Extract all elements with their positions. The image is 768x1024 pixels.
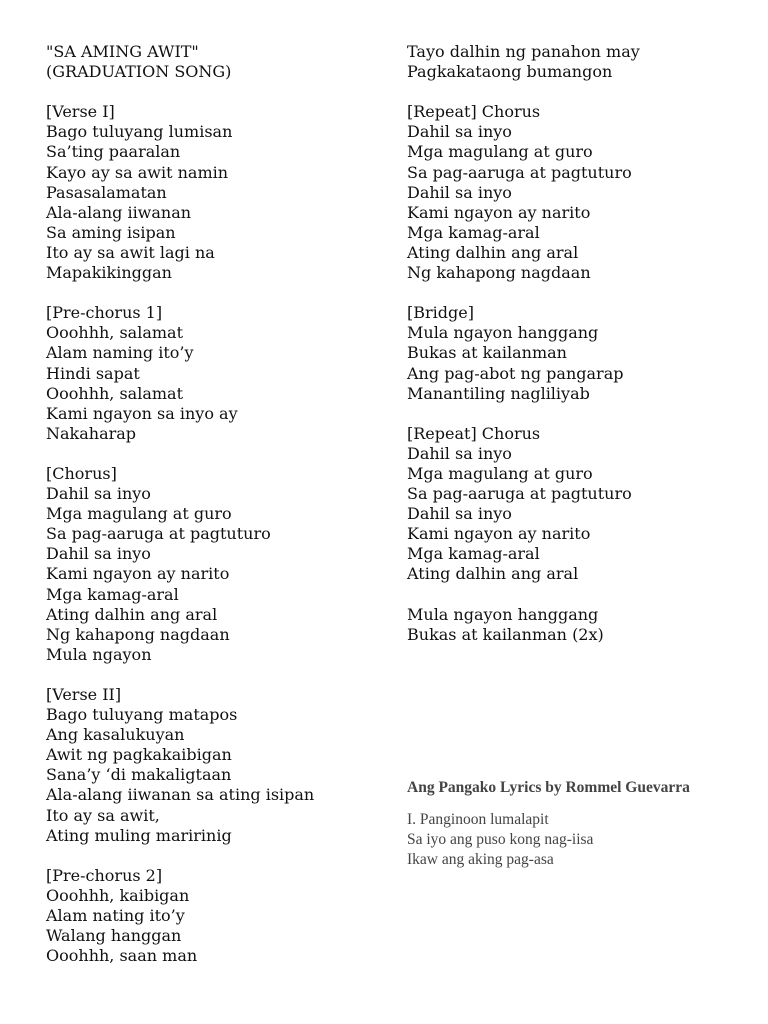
stanza-gap	[46, 665, 366, 685]
lyric-line: Hindi sapat	[46, 363, 140, 383]
stanza	[46, 102, 366, 283]
lyric-line: [Repeat] Chorus	[407, 102, 541, 122]
stanza-gap	[407, 404, 747, 424]
lyric-line: Sa iyo ang puso kong nag-iisa	[407, 831, 594, 848]
lyric-line: (GRADUATION SONG)	[46, 62, 232, 82]
stanza	[407, 424, 747, 585]
lyric-line: [Pre-chorus 2]	[46, 865, 163, 885]
lyrics-right-column	[407, 42, 747, 645]
stanza-gap	[407, 283, 747, 303]
lyric-line: Mula ngayon	[46, 644, 152, 664]
lyric-line: Mga kamag-aral	[407, 544, 540, 564]
lyric-line: Bago tuluyang matapos	[46, 705, 238, 725]
lyric-line: Sa pag-aaruga at pagtuturo	[407, 484, 632, 504]
stanza	[407, 102, 747, 283]
lyric-line: Alam naming ito’y	[46, 343, 194, 363]
lyric-line: Ala-alang iiwanan sa ating isipan	[46, 785, 315, 805]
lyric-line: Manantiling nagliliyab	[407, 383, 590, 403]
lyric-line: Sa aming isipan	[46, 222, 176, 242]
lyric-line: Mga kamag-aral	[407, 222, 540, 242]
lyric-line: Mga magulang at guro	[407, 142, 593, 162]
lyric-line: [Chorus]	[46, 463, 117, 483]
lyric-line: Tayo dalhin ng panahon may	[407, 42, 640, 61]
lyrics-left-column	[46, 42, 366, 966]
lyric-line: Alam nating ito’y	[46, 906, 185, 926]
lyric-line: Mapakikinggan	[46, 263, 172, 283]
second-song-lyrics	[407, 810, 707, 870]
lyric-line: Pasasalamatan	[46, 182, 167, 202]
lyric-line: Kami ngayon ay narito	[46, 564, 230, 584]
lyric-line: Dahil sa inyo	[407, 504, 512, 524]
second-song-section	[407, 778, 707, 870]
lyric-line: Dahil sa inyo	[46, 484, 151, 504]
stanza	[46, 464, 366, 665]
lyric-line: Kami ngayon ay narito	[407, 524, 591, 544]
stanza	[46, 42, 366, 82]
lyric-line: Ang pag-abot ng pangarap	[407, 363, 624, 383]
lyric-line: Mula ngayon hanggang	[407, 323, 599, 343]
lyric-line: Walang hanggan	[46, 926, 182, 946]
lyric-line: Ito ay sa awit lagi na	[46, 242, 215, 262]
stanza-gap	[46, 444, 366, 464]
lyric-line: Sa pag-aaruga at pagtuturo	[407, 162, 632, 182]
lyric-line: "SA AMING AWIT"	[46, 42, 199, 61]
lyric-line: Bago tuluyang lumisan	[46, 122, 233, 142]
lyric-line: Ating dalhin ang aral	[407, 242, 579, 262]
stanza	[46, 866, 366, 966]
lyric-line: Ooohhh, salamat	[46, 383, 184, 403]
lyric-line: Bukas at kailanman	[407, 343, 567, 363]
lyric-line: Mula ngayon hanggang	[407, 604, 599, 624]
stanza	[407, 605, 747, 645]
lyric-line: Ng kahapong nagdaan	[46, 624, 230, 644]
lyric-line: Kami ngayon sa inyo ay	[46, 403, 238, 423]
lyric-line: Ala-alang iiwanan	[46, 202, 192, 222]
stanza	[46, 685, 366, 846]
lyric-line: Mga magulang at guro	[46, 504, 232, 524]
stanza	[407, 303, 747, 403]
lyric-line: Kayo ay sa awit namin	[46, 162, 229, 182]
lyric-line: [Bridge]	[407, 303, 474, 323]
lyric-line: Mga magulang at guro	[407, 463, 593, 483]
lyric-line: Sana’y ‘di makaligtaan	[46, 765, 232, 785]
lyric-line: Pagkakataong bumangon	[407, 62, 613, 82]
lyric-line: Ooohhh, saan man	[46, 946, 198, 966]
lyric-line: Ikaw ang aking pag-asa	[407, 851, 554, 868]
lyric-line: Awit ng pagkakaibigan	[46, 745, 232, 765]
lyric-line: I. Panginoon lumalapit	[407, 811, 549, 828]
lyric-line: [Verse II]	[46, 685, 122, 704]
lyric-line: Sa’ting paaralan	[46, 142, 181, 162]
lyric-line: Ooohhh, kaibigan	[46, 885, 190, 905]
stanza-gap	[46, 82, 366, 102]
lyric-line: Ang kasalukuyan	[46, 725, 185, 745]
lyric-line: Ating dalhin ang aral	[407, 564, 579, 584]
lyric-line: Dahil sa inyo	[46, 544, 151, 564]
stanza-gap	[46, 283, 366, 303]
lyric-line: Ating dalhin ang aral	[46, 604, 218, 624]
stanza-gap	[46, 846, 366, 866]
lyric-line: [Repeat] Chorus	[407, 423, 541, 443]
lyric-line: Kami ngayon ay narito	[407, 202, 591, 222]
lyric-line: Bukas at kailanman (2x)	[407, 624, 604, 644]
stanza	[407, 42, 747, 82]
stanza-gap	[407, 585, 747, 605]
stanza	[46, 303, 366, 444]
lyric-line: Dahil sa inyo	[407, 122, 512, 142]
lyric-line: Ng kahapong nagdaan	[407, 263, 591, 283]
lyric-line: Nakaharap	[46, 423, 137, 443]
lyric-line: Mga kamag-aral	[46, 584, 179, 604]
lyric-line: [Pre-chorus 1]	[46, 303, 163, 323]
stanza-gap	[407, 82, 747, 102]
lyric-line: Ito ay sa awit,	[46, 805, 160, 825]
lyric-line: Dahil sa inyo	[407, 443, 512, 463]
lyric-line: [Verse I]	[46, 102, 115, 122]
lyric-line: Ooohhh, salamat	[46, 323, 184, 343]
lyric-line: Sa pag-aaruga at pagtuturo	[46, 524, 271, 544]
second-song-title: Ang Pangako Lyrics by Rommel Guevarra	[407, 779, 690, 796]
lyric-line: Ating muling maririnig	[46, 825, 232, 845]
lyric-line: Dahil sa inyo	[407, 182, 512, 202]
